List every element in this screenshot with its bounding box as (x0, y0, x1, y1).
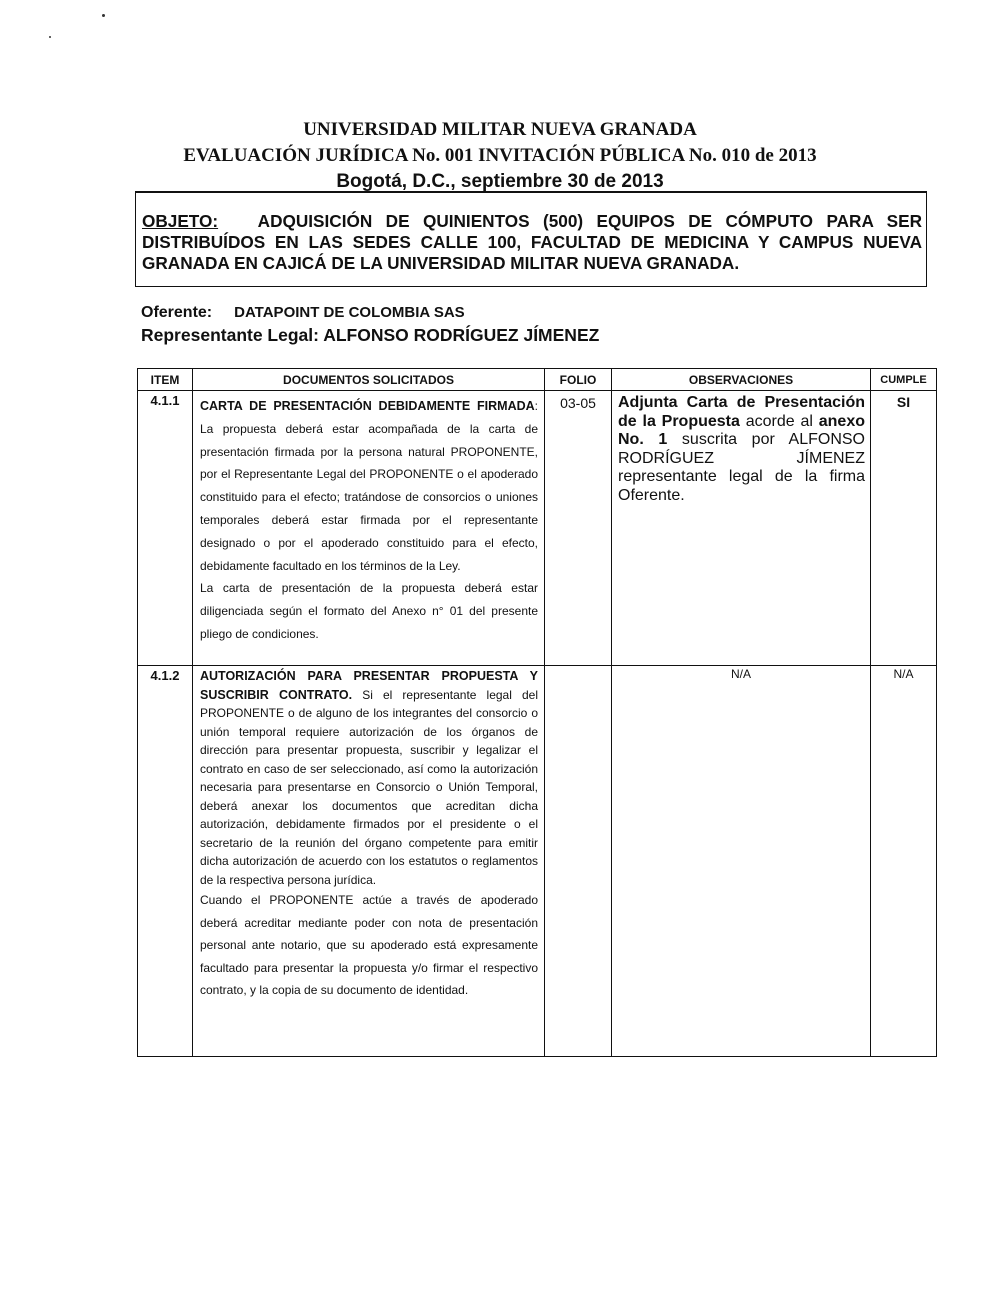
obs-text-1: acorde al (739, 412, 819, 430)
table-row (138, 666, 937, 1057)
obs-bold-2: anexo No. 1 (618, 412, 865, 448)
oferente-line (141, 304, 465, 322)
scan-speck (49, 36, 51, 38)
obs-bold-1: Adjunta Carta de Presentación de la Propuesta (618, 394, 865, 430)
item-number: 4.1.1 (138, 391, 193, 666)
obs-text-2: suscrita por ALFONSO RODRÍGUEZ JÍMENEZ representante legal de la firma Oferente. (618, 431, 865, 504)
document-date: Bogotá, D.C., septiembre 30 de 2013 (336, 171, 664, 192)
document-requirement (193, 391, 545, 666)
document-body: Si el representante legal del PROPONENTE o de alguno de los integrantes del consorcio o unión temporal requiere autorización de los órganos de dirección para presentar propuesta, suscribir y legalizar el contrato en caso de ser seleccionado, así como la autorización necesaria para presentarse en Consorcio o Unión Temporal, deberá anexar los documentos que acreditan dicha autorización, debidamente firmados por el presidente o el secretario de la reunión del órgano competente para emitir dicha autorización de acuerdo con los estatutos o reglamentos de la respectiva persona jurídica. (200, 687, 539, 887)
document-title: CARTA DE PRESENTACIÓN DEBIDAMENTE FIRMADA (200, 399, 535, 413)
objeto-text: ADQUISICIÓN DE QUINIENTOS (500) EQUIPOS DE CÓMPUTO PARA SER DISTRIBUÍDOS EN LAS SEDES CALLE 100, FACULTAD DE MEDICINA Y CAMPUS NUEVA GRANADA EN CAJICÁ DE LA UNIVERSIDAD MILITAR NUEVA GRANADA. (142, 211, 922, 273)
document-extra: La carta de presentación de la propuesta deberá estar diligenciada según el formato del Anexo n° 01 del presente pliego de condiciones. (200, 581, 538, 641)
objeto-box (135, 191, 927, 287)
scan-speck (102, 14, 105, 17)
table-row (138, 391, 937, 666)
cumple-value: N/A (871, 666, 937, 1057)
evaluation-table (137, 368, 937, 1057)
cumple-value: SI (871, 391, 937, 666)
oferente-label: Oferente: (141, 304, 213, 321)
document-body: : La propuesta deberá estar acompañada de la carta de presentación firmada por la persona natural PROPONENTE, por el Representante Legal del PROPONENTE o el apoderado constituido para el efecto; tratándose de consorcios o uniones temporales deberá estar firmada por el representante designado o por el apoderado constituido para el efecto, debidamente facultado en los términos de la Ley. (200, 399, 538, 573)
header-item: ITEM (138, 369, 193, 391)
observation: N/A (612, 666, 871, 1057)
header-obs: OBSERVACIONES (612, 369, 871, 391)
document-extra: Cuando el PROPONENTE actúe a través de apoderado deberá acreditar mediante poder con nota de presentación personal ante notario, que su apoderado está expresamente facultado para presentar la propuesta y/o firmar el respectivo contrato, y la copia de su documento de identidad. (200, 893, 538, 998)
oferente-value: DATAPOINT DE COLOMBIA SAS (234, 304, 465, 321)
representante-line (141, 325, 599, 346)
folio-value (545, 666, 612, 1057)
header-docs: DOCUMENTOS SOLICITADOS (193, 369, 545, 391)
objeto-label: OBJETO: (142, 211, 219, 231)
representante-label: Representante Legal: (141, 325, 319, 345)
header-folio: FOLIO (545, 369, 612, 391)
header-cumple: CUMPLE (871, 369, 937, 391)
evaluation-title: EVALUACIÓN JURÍDICA No. 001 INVITACIÓN PÚBLICA No. 010 de 2013 (183, 145, 817, 166)
folio-value: 03-05 (545, 391, 612, 666)
representante-value: ALFONSO RODRÍGUEZ JÍMENEZ (323, 325, 600, 345)
table-header-row (138, 369, 937, 391)
document-title: AUTORIZACIÓN PARA PRESENTAR PROPUESTA Y SUSCRIBIR CONTRATO. (200, 669, 538, 702)
observation (612, 391, 871, 666)
document-requirement (193, 666, 545, 1057)
institution-title: UNIVERSIDAD MILITAR NUEVA GRANADA (303, 119, 697, 140)
item-number: 4.1.2 (138, 666, 193, 1057)
